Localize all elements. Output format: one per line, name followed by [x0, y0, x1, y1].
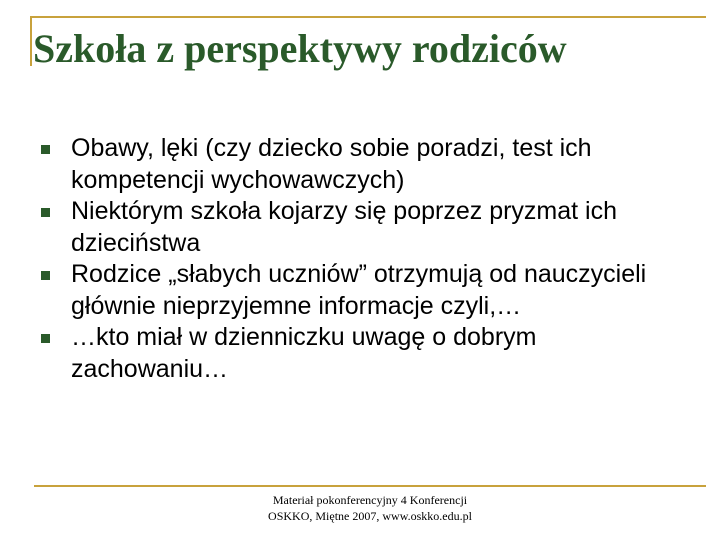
bullet-item [40, 133, 690, 196]
bullet-item [40, 196, 690, 259]
square-bullet-icon [41, 208, 50, 217]
bullet-text: Rodzice „słabych uczniów” otrzymują od nauczycieli głównie nieprzyjemne informacje czyli,… [71, 260, 647, 320]
slide-footer [180, 492, 560, 524]
square-bullet-icon [41, 271, 50, 280]
title-frame-left-line [30, 16, 32, 66]
slide-title: Szkoła z perspektywy rodziców [33, 26, 567, 71]
square-bullet-icon [41, 145, 50, 154]
title-frame-top-line [30, 16, 706, 18]
bullet-text: Niektórym szkoła kojarzy się poprzez pryzmat ich dzieciństwa [71, 197, 617, 257]
footer-line-2: OSKKO, Miętne 2007, www.oskko.edu.pl [268, 509, 472, 524]
bullet-item [40, 322, 690, 385]
bullet-text: Obawy, lęki (czy dziecko sobie poradzi, test ich kompetencji wychowawczych) [71, 134, 592, 194]
footer-line-1: Materiał pokonferencyjny 4 Konferencji [272, 493, 468, 507]
bullet-item [40, 259, 690, 322]
footer-divider [34, 485, 706, 487]
square-bullet-icon [41, 334, 50, 343]
bullet-text: …kto miał w dzienniczku uwagę o dobrym zachowaniu… [71, 323, 537, 383]
bullet-list [40, 133, 690, 385]
